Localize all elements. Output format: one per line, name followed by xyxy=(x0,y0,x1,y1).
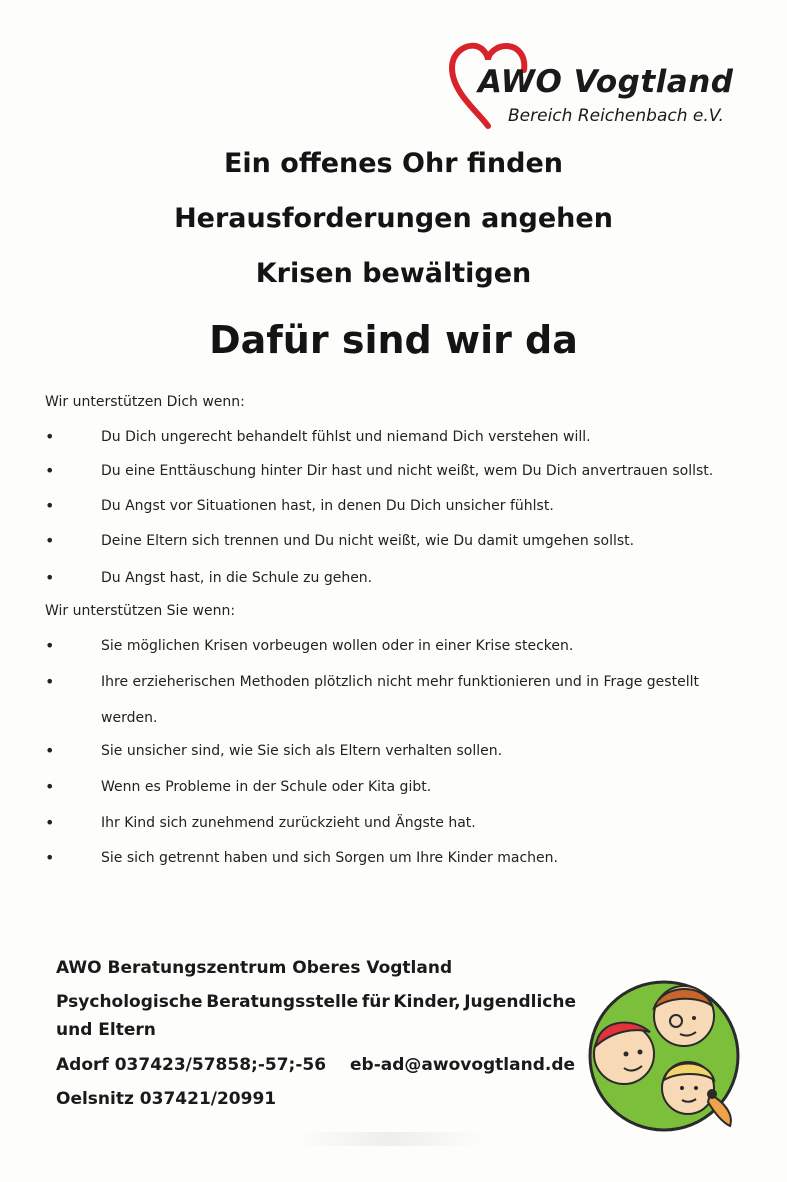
list-item-text: Sie möglichen Krisen vorbeugen wollen oder in einer Krise stecken. xyxy=(101,638,574,654)
family-faces-illustration xyxy=(584,976,744,1136)
logo-subtitle: Bereich Reichenbach e.V. xyxy=(508,106,724,126)
bullet-icon: • xyxy=(45,427,55,446)
bullet-icon: • xyxy=(45,496,55,515)
bullet-icon: • xyxy=(45,568,55,587)
intro-you: Wir unterstützen Dich wenn: xyxy=(45,394,245,410)
bullet-icon: • xyxy=(45,531,55,550)
bullet-icon: • xyxy=(45,636,55,655)
bullet-icon: • xyxy=(45,461,55,480)
bullet-icon: • xyxy=(45,777,55,796)
phone-adorf: Adorf 037423/57858;-57;-56 xyxy=(56,1055,327,1075)
service-line-2: und Eltern xyxy=(56,1020,156,1040)
list-item-text: Sie unsicher sind, wie Sie sich als Eltern verhalten sollen. xyxy=(101,743,503,759)
service-line-1 xyxy=(56,992,576,1012)
list-item-text: Du Dich ungerecht behandelt fühlst und niemand Dich verstehen will. xyxy=(101,429,591,445)
list-item-text: Ihre erzieherischen Methoden plötzlich nicht mehr funktionieren und in Frage gestellt xyxy=(101,674,699,690)
service-word: Kinder, xyxy=(393,992,461,1012)
service-word: für xyxy=(361,992,390,1012)
headline-2: Herausforderungen angehen xyxy=(174,203,613,234)
list-item-text: Deine Eltern sich trennen und Du nicht weißt, wie Du damit umgehen sollst. xyxy=(101,533,635,549)
service-word: Beratungsstelle xyxy=(206,992,359,1012)
headline-main: Dafür sind wir da xyxy=(209,318,578,362)
scan-smudge xyxy=(295,1132,485,1146)
center-name: AWO Beratungszentrum Oberes Vogtland xyxy=(56,958,453,978)
bullet-icon: • xyxy=(45,848,55,867)
phone-oelsnitz: Oelsnitz 037421/20991 xyxy=(56,1089,277,1109)
awo-logo xyxy=(448,42,738,132)
bullet-icon: • xyxy=(45,813,55,832)
list-item-text: Du Angst vor Situationen hast, in denen Du Dich unsicher fühlst. xyxy=(101,498,554,514)
list-item-text: Wenn es Probleme in der Schule oder Kita gibt. xyxy=(101,779,432,795)
list-item-text: Ihr Kind sich zunehmend zurückzieht und Ängste hat. xyxy=(101,815,476,831)
list-item-text: Du Angst hast, in die Schule zu gehen. xyxy=(101,570,373,586)
intro-parents: Wir unterstützen Sie wenn: xyxy=(45,603,236,619)
service-word: Psychologische xyxy=(56,992,203,1012)
headline-3: Krisen bewältigen xyxy=(255,258,532,289)
list-item-text: werden. xyxy=(101,710,158,726)
list-item-text: Sie sich getrennt haben und sich Sorgen um Ihre Kinder machen. xyxy=(101,850,558,866)
service-word: Jugendliche xyxy=(464,992,576,1012)
list-item-text: Du eine Enttäuschung hinter Dir hast und nicht weißt, wem Du Dich anvertrauen sollst. xyxy=(101,463,714,479)
logo-title: AWO Vogtland xyxy=(478,64,734,100)
bullet-icon: • xyxy=(45,741,55,760)
headline-1: Ein offenes Ohr finden xyxy=(223,148,564,179)
email-link[interactable]: eb-ad@awovogtland.de xyxy=(350,1055,576,1075)
bullet-icon: • xyxy=(45,672,55,691)
